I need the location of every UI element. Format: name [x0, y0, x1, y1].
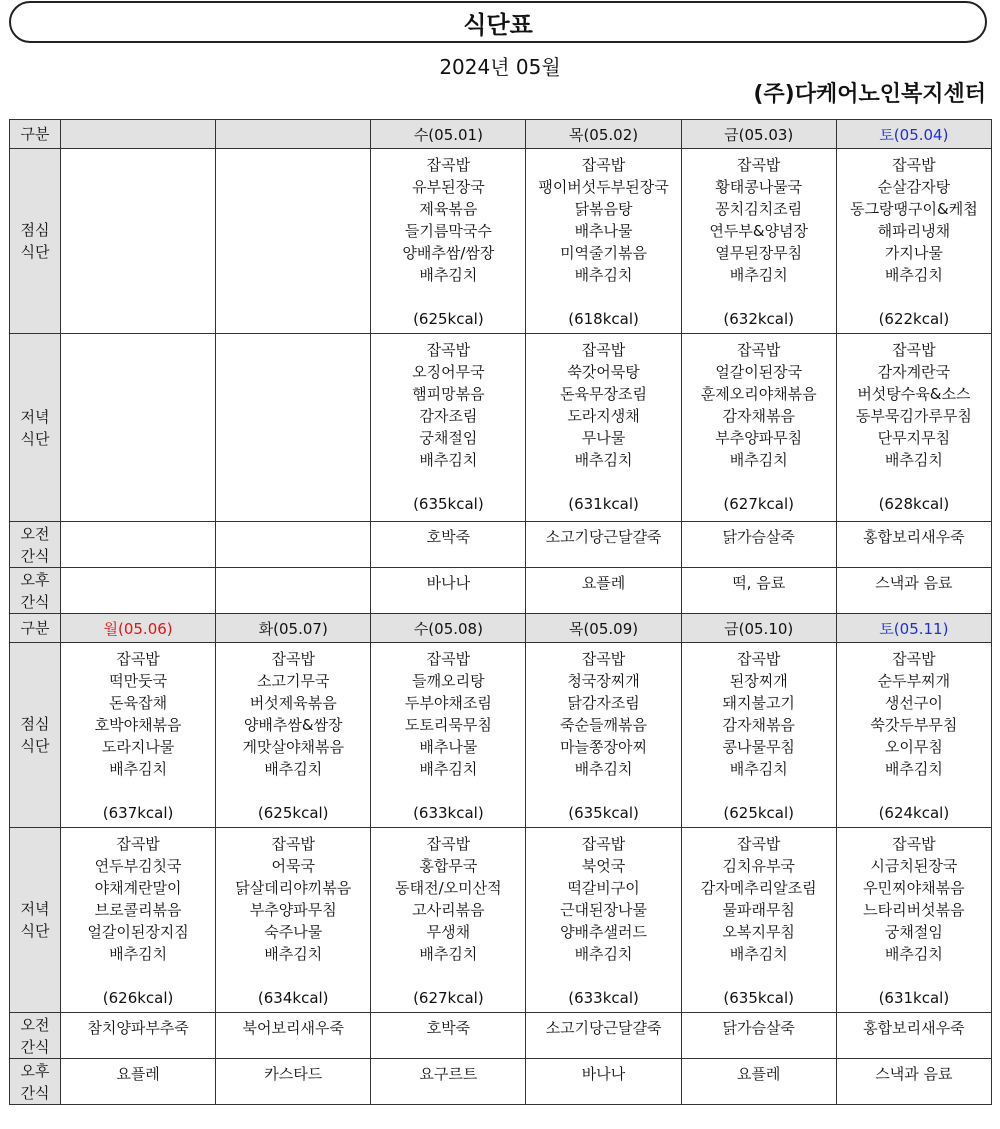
dinner-menu-items: [526, 339, 680, 515]
lunch-menu-items: [371, 648, 525, 824]
day-header: 금(05.03): [681, 120, 836, 149]
dinner-menu-cell: [526, 828, 681, 1013]
menu-item: 배추김치: [884, 451, 943, 469]
day-header: 수(05.08): [371, 614, 526, 643]
dinner-menu-cell: [836, 828, 991, 1013]
dinner-menu-items: [682, 833, 836, 1009]
menu-item: 순두부찌개: [877, 672, 951, 690]
lunch-menu-items: [682, 648, 836, 824]
dinner-menu-cell: [61, 828, 216, 1013]
lunch-menu-items: [526, 154, 680, 330]
snack-item: 요플레: [116, 1065, 160, 1083]
menu-item: 오이무침: [884, 738, 943, 756]
menu-item: 닭볶음탕: [574, 200, 633, 218]
menu-item: 배추김치: [109, 760, 168, 778]
menu-item: 배추김치: [729, 451, 788, 469]
row-label-line: 점심: [20, 221, 50, 239]
menu-item: 양배추샐러드: [560, 923, 648, 941]
menu-item: 양배추쌈&쌈장: [243, 716, 343, 734]
category-label: [10, 614, 61, 643]
menu-item: 배추김치: [574, 760, 633, 778]
menu-item: 잡곡밥: [426, 341, 471, 359]
menu-item: 잡곡밥: [116, 835, 160, 853]
menu-item: 햄피망볶음: [412, 385, 485, 403]
lunch-label: [10, 149, 61, 334]
snack-item: 북어보리새우죽: [242, 1019, 344, 1037]
pm-snack-cell: [61, 1059, 216, 1105]
snack-item: 요구르트: [419, 1065, 478, 1083]
menu-item: 고사리볶음: [412, 901, 485, 919]
snack-item: 스낵과 음료: [875, 1065, 953, 1083]
menu-item: 황태콩나물국: [715, 178, 803, 196]
dinner-menu-items: [61, 833, 215, 1009]
menu-item: 배추김치: [574, 451, 633, 469]
menu-item: 쑥갓어묵탕: [567, 363, 640, 381]
dinner-menu-items: [526, 833, 680, 1009]
day-header-row: [10, 120, 992, 149]
pm-snack-cell: [216, 1059, 371, 1105]
menu-item: 잡곡밥: [426, 835, 471, 853]
row-label-line: 구분: [20, 125, 50, 143]
menu-item: 잡곡밥: [581, 835, 626, 853]
menu-item: 들기름막국수: [404, 222, 492, 240]
menu-item: 배추김치: [729, 760, 788, 778]
organization-name: (주)다케어노인복지센터: [753, 82, 986, 107]
calorie-total: (626kcal): [102, 989, 174, 1007]
pm-snack-row: [10, 1059, 992, 1105]
day-header: 목(05.02): [526, 120, 681, 149]
menu-item: 무생채: [426, 923, 471, 941]
row-label-line: 오전: [20, 524, 50, 543]
pm-snack-cell: [836, 1059, 991, 1105]
menu-item: 양배추쌈/쌈장: [402, 244, 495, 262]
menu-item: 배추나물: [419, 738, 478, 756]
calorie-total: (627kcal): [413, 989, 484, 1007]
menu-item: 훈제오리야채볶음: [700, 385, 817, 403]
dinner-label: [10, 828, 61, 1013]
menu-item: 배추김치: [884, 945, 943, 963]
menu-item: 배추김치: [264, 760, 323, 778]
snack-item: 호박죽: [426, 1019, 471, 1037]
am-snack-cell: [216, 1013, 371, 1059]
menu-item: 배추김치: [884, 266, 943, 284]
dinner-menu-items: [837, 833, 991, 1009]
snack-item: [61, 568, 215, 572]
menu-item: 버섯제육볶음: [249, 694, 337, 712]
menu-item: 배추김치: [109, 945, 168, 963]
snack-item: 닭가슴살죽: [722, 528, 795, 546]
lunch-menu-cell: [371, 643, 526, 828]
menu-item: 잡곡밥: [736, 156, 781, 174]
menu-item: 쑥갓두부무침: [870, 716, 958, 734]
menu-item: 돈육무장조림: [560, 385, 648, 403]
dinner-menu-cell: [371, 828, 526, 1013]
menu-item: 물파래무침: [722, 901, 795, 919]
dinner-menu-items: [837, 339, 991, 515]
pm-snack-row: [10, 568, 992, 614]
menu-item: 느타리버섯볶음: [863, 901, 965, 919]
menu-item: 숙주나물: [264, 923, 323, 941]
lunch-menu-cell: [216, 149, 371, 334]
menu-item: 연두부김칫국: [94, 857, 182, 875]
menu-item: 연두부&양념장: [709, 222, 809, 240]
day-header: 토(05.04): [836, 120, 991, 149]
menu-item: 감자채볶음: [722, 407, 795, 425]
snack-item: 카스타드: [264, 1065, 323, 1083]
menu-item: 도토리묵무침: [404, 716, 492, 734]
menu-item: 감자조림: [419, 407, 478, 425]
menu-item: 잡곡밥: [581, 341, 626, 359]
calorie-total: (622kcal): [878, 310, 950, 328]
menu-item: 감자계란국: [877, 363, 951, 381]
am-snack-cell: [526, 522, 681, 568]
menu-item: 꽁치김치조림: [715, 200, 803, 218]
category-label: [10, 120, 61, 149]
row-label-line: 식단: [20, 922, 50, 940]
menu-item: 잡곡밥: [271, 650, 315, 668]
row-label-line: 저녁: [20, 407, 50, 426]
menu-item: 얼갈이된장국: [715, 363, 803, 381]
pm-snack-cell: [216, 568, 371, 614]
menu-item: 감자메추리알조림: [700, 879, 817, 897]
calorie-total: (637kcal): [102, 804, 174, 822]
dinner-menu-cell: [526, 334, 681, 522]
am-snack-cell: [681, 1013, 836, 1059]
snack-item: 소고기당근달걀죽: [545, 528, 662, 546]
day-header: [216, 120, 371, 149]
menu-item: 오복지무침: [722, 923, 795, 941]
menu-item: 북엇국: [581, 857, 626, 875]
calorie-total: (625kcal): [257, 804, 329, 822]
am-snack-cell: [836, 1013, 991, 1059]
calorie-total: (618kcal): [568, 310, 639, 328]
lunch-menu-items: [682, 154, 836, 330]
menu-item: 잡곡밥: [271, 835, 315, 853]
menu-item: 생선구이: [884, 694, 943, 712]
snack-item: [61, 522, 215, 526]
row-label-line: 구분: [20, 619, 50, 637]
snack-item: 바나나: [426, 574, 471, 592]
lunch-menu-items: [371, 154, 525, 330]
meal-plan-table: [9, 119, 992, 1105]
row-label-line: 오후: [20, 1061, 50, 1080]
row-label-line: 저녁: [20, 900, 50, 918]
menu-item: 야채계란말이: [94, 879, 182, 897]
lunch-row: [10, 643, 992, 828]
menu-item: 시금치된장국: [870, 857, 958, 875]
lunch-menu-cell: [216, 643, 371, 828]
snack-item: 바나나: [581, 1065, 626, 1083]
menu-item: 잡곡밥: [892, 341, 936, 359]
day-header: 금(05.10): [681, 614, 836, 643]
snack-item: 요플레: [736, 1065, 781, 1083]
row-label-line: 간식: [20, 546, 50, 565]
dinner-menu-cell: [681, 828, 836, 1013]
menu-item: 잡곡밥: [736, 650, 781, 668]
menu-item: 해파리냉채: [877, 222, 951, 240]
snack-item: 참치양파부추죽: [87, 1019, 189, 1037]
calorie-total: (633kcal): [413, 804, 484, 822]
row-label-line: 간식: [20, 1083, 50, 1102]
menu-item: 유부된장국: [412, 178, 485, 196]
menu-item: 배추김치: [264, 945, 323, 963]
menu-item: 배추김치: [574, 266, 633, 284]
lunch-menu-cell: [526, 643, 681, 828]
menu-item: 잡곡밥: [736, 341, 781, 359]
row-label-line: 간식: [20, 1037, 50, 1056]
menu-item: 제육볶음: [419, 200, 478, 218]
menu-item: 콩나물무침: [722, 738, 795, 756]
pm-snack-cell: [526, 568, 681, 614]
menu-item: 부추양파무침: [249, 901, 337, 919]
dinner-menu-items: [216, 833, 370, 1009]
calorie-total: (627kcal): [723, 495, 795, 513]
menu-item: 도라지나물: [101, 738, 175, 756]
calorie-total: (634kcal): [257, 989, 329, 1007]
menu-item: 배추나물: [574, 222, 633, 240]
dinner-menu-cell: [681, 334, 836, 522]
row-label-line: 점심: [20, 715, 50, 733]
dinner-menu-items: [682, 339, 836, 515]
snack-item: 홍합보리새우죽: [863, 528, 965, 546]
menu-item: 잡곡밥: [426, 650, 471, 668]
calorie-total: (625kcal): [413, 310, 484, 328]
calorie-total: (631kcal): [878, 989, 950, 1007]
menu-item: 동태전/오미산적: [395, 879, 502, 897]
lunch-menu-cell: [61, 149, 216, 334]
menu-item: 오징어무국: [412, 363, 485, 381]
menu-item: 배추김치: [884, 760, 943, 778]
menu-item: 호박야채볶음: [94, 716, 182, 734]
menu-item: 잡곡밥: [736, 835, 781, 853]
lunch-menu-items: [216, 648, 370, 824]
dinner-menu-cell: [216, 334, 371, 522]
menu-item: 부추양파무침: [715, 429, 803, 447]
menu-item: 돼지불고기: [722, 694, 795, 712]
row-label-line: 식단: [20, 429, 50, 448]
dinner-label: [10, 334, 61, 522]
menu-item: 닭감자조림: [567, 694, 640, 712]
pm-snack-cell: [681, 1059, 836, 1105]
calorie-total: (628kcal): [878, 495, 950, 513]
calorie-total: (635kcal): [568, 804, 639, 822]
menu-item: 홍합무국: [419, 857, 478, 875]
day-header: 월(05.06): [61, 614, 216, 643]
menu-item: 잡곡밥: [892, 156, 936, 174]
calorie-total: (632kcal): [723, 310, 795, 328]
am-snack-cell: [61, 1013, 216, 1059]
menu-item: 우민찌야채볶음: [863, 879, 965, 897]
pm-snack-cell: [526, 1059, 681, 1105]
day-header: 화(05.07): [216, 614, 371, 643]
lunch-menu-items: [837, 154, 991, 330]
menu-item: 떡갈비구이: [567, 879, 640, 897]
menu-item: 도라지생채: [567, 407, 640, 425]
menu-item: 배추김치: [419, 760, 478, 778]
lunch-label: [10, 643, 61, 828]
menu-item: 잡곡밥: [116, 650, 160, 668]
day-header: 목(05.09): [526, 614, 681, 643]
menu-item: 김치유부국: [722, 857, 795, 875]
menu-item: 어묵국: [271, 857, 315, 875]
day-header: [61, 120, 216, 149]
menu-item: 배추김치: [419, 945, 478, 963]
day-header: 토(05.11): [836, 614, 991, 643]
menu-item: 브로콜리볶음: [94, 901, 182, 919]
menu-item: 무나물: [581, 429, 626, 447]
menu-item: 열무된장무침: [715, 244, 803, 262]
menu-item: 닭살데리야끼볶음: [235, 879, 352, 897]
menu-item: 떡만둣국: [109, 672, 168, 690]
menu-item: 돈육잡채: [109, 694, 168, 712]
calorie-total: (635kcal): [413, 495, 484, 513]
pm-snack-cell: [371, 1059, 526, 1105]
am-snack-row: [10, 522, 992, 568]
menu-item: 게맛살야채볶음: [242, 738, 344, 756]
calorie-total: (631kcal): [568, 495, 639, 513]
lunch-menu-items: [61, 648, 215, 824]
menu-item: 감자채볶음: [722, 716, 795, 734]
lunch-menu-cell: [371, 149, 526, 334]
menu-item: 미역줄기볶음: [560, 244, 648, 262]
snack-item: 소고기당근달걀죽: [545, 1019, 662, 1037]
snack-item: 스낵과 음료: [875, 574, 953, 592]
menu-item: 가지나물: [884, 244, 943, 262]
lunch-menu-items: [837, 648, 991, 824]
menu-item: 배추김치: [729, 266, 788, 284]
menu-item: 잡곡밥: [892, 650, 936, 668]
am-snack-cell: [371, 522, 526, 568]
am-snack-cell: [836, 522, 991, 568]
day-header-row: [10, 614, 992, 643]
snack-item: 요플레: [581, 574, 626, 592]
row-label-line: 오후: [20, 570, 50, 589]
menu-item: 동부묵김가루무침: [855, 407, 972, 425]
lunch-menu-cell: [836, 643, 991, 828]
menu-item: 두부야채조림: [404, 694, 492, 712]
am-snack-row: [10, 1013, 992, 1059]
row-label-line: 간식: [20, 592, 50, 611]
am-snack-cell: [216, 522, 371, 568]
am-snack-cell: [681, 522, 836, 568]
pm-snack-label: [10, 568, 61, 614]
menu-item: 청국장찌개: [567, 672, 640, 690]
menu-title: 식단표: [9, 1, 987, 43]
menu-item: 팽이버섯두부된장국: [538, 178, 669, 196]
menu-item: 궁채절임: [419, 429, 478, 447]
menu-item: 배추김치: [419, 451, 478, 469]
row-label-line: 식단: [20, 243, 50, 261]
am-snack-cell: [61, 522, 216, 568]
pm-snack-cell: [371, 568, 526, 614]
snack-item: 닭가슴살죽: [722, 1019, 795, 1037]
row-label-line: 식단: [20, 737, 50, 755]
dinner-row: [10, 828, 992, 1013]
calorie-total: (625kcal): [723, 804, 795, 822]
menu-item: 순살감자탕: [877, 178, 951, 196]
am-snack-label: [10, 522, 61, 568]
menu-item: 궁채절임: [884, 923, 943, 941]
menu-item: 얼갈이된장지짐: [87, 923, 189, 941]
snack-item: 홍합보리새우죽: [863, 1019, 965, 1037]
dinner-menu-cell: [216, 828, 371, 1013]
menu-item: 잡곡밥: [581, 156, 626, 174]
pm-snack-cell: [681, 568, 836, 614]
pm-snack-cell: [836, 568, 991, 614]
am-snack-cell: [526, 1013, 681, 1059]
menu-period: 2024년 05월: [439, 55, 561, 79]
menu-item: 죽순들깨볶음: [560, 716, 648, 734]
snack-item: 호박죽: [426, 528, 471, 546]
am-snack-cell: [371, 1013, 526, 1059]
lunch-menu-cell: [836, 149, 991, 334]
dinner-row: [10, 334, 992, 522]
menu-item: 잡곡밥: [426, 156, 471, 174]
menu-item: 된장찌개: [729, 672, 788, 690]
menu-item: 배추김치: [574, 945, 633, 963]
menu-item: 버섯탕수육&소스: [857, 385, 971, 403]
pm-snack-label: [10, 1059, 61, 1105]
calorie-total: (624kcal): [878, 804, 950, 822]
menu-item: 소고기무국: [257, 672, 330, 690]
menu-item: 동그랑땡구이&케첩: [850, 200, 978, 218]
dinner-menu-items: [371, 833, 525, 1009]
menu-item: 근대된장나물: [560, 901, 648, 919]
menu-item: 마늘쫑장아찌: [560, 738, 648, 756]
lunch-menu-cell: [681, 149, 836, 334]
day-header: 수(05.01): [371, 120, 526, 149]
am-snack-label: [10, 1013, 61, 1059]
menu-item: 잡곡밥: [581, 650, 626, 668]
snack-item: 떡, 음료: [732, 574, 786, 592]
menu-item: 잡곡밥: [892, 835, 936, 853]
calorie-total: (635kcal): [723, 989, 795, 1007]
snack-item: [216, 568, 370, 572]
menu-item: 배추김치: [419, 266, 478, 284]
dinner-menu-cell: [371, 334, 526, 522]
dinner-menu-cell: [836, 334, 991, 522]
lunch-menu-cell: [61, 643, 216, 828]
lunch-menu-cell: [526, 149, 681, 334]
pm-snack-cell: [61, 568, 216, 614]
calorie-total: (633kcal): [568, 989, 639, 1007]
menu-item: 배추김치: [729, 945, 788, 963]
lunch-menu-cell: [681, 643, 836, 828]
menu-item: 단무지무침: [877, 429, 951, 447]
lunch-menu-items: [526, 648, 680, 824]
dinner-menu-cell: [61, 334, 216, 522]
row-label-line: 오전: [20, 1015, 50, 1034]
snack-item: [216, 522, 370, 526]
dinner-menu-items: [371, 339, 525, 515]
menu-item: 들깨오리탕: [412, 672, 485, 690]
lunch-row: [10, 149, 992, 334]
